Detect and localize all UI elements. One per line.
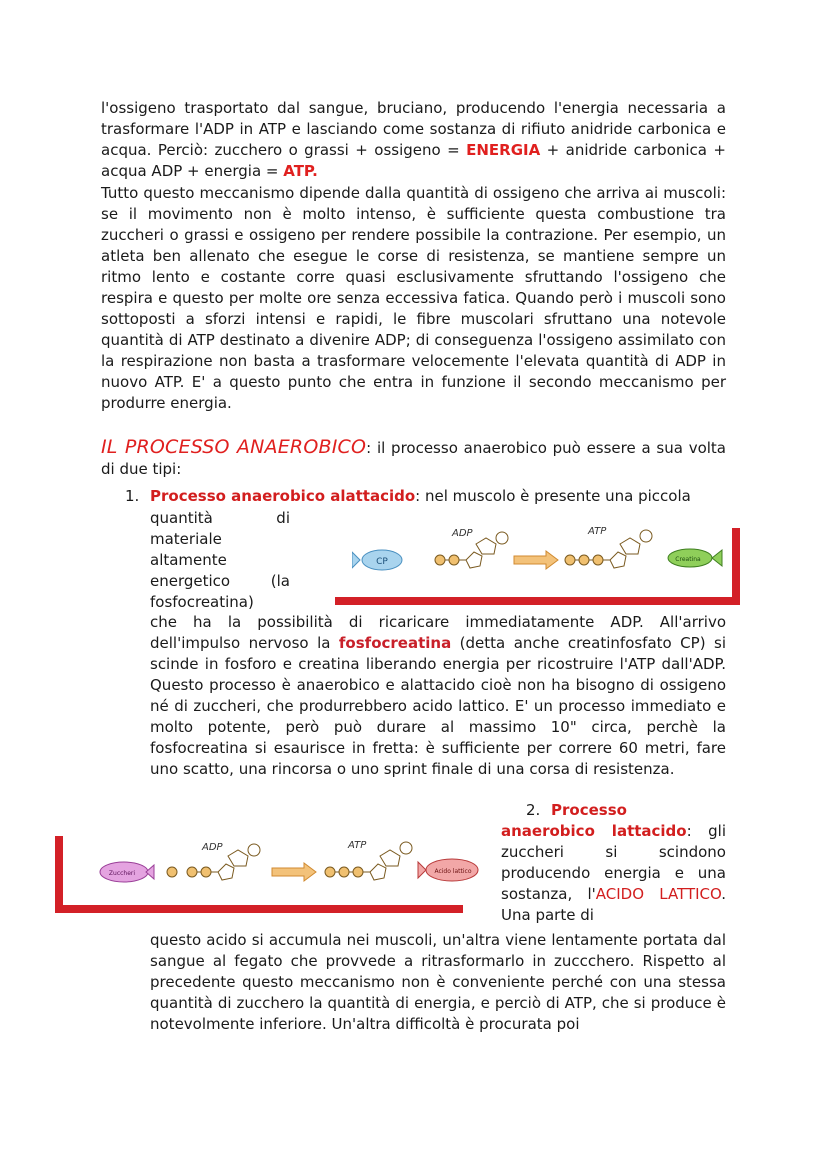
p1-text-b: + anidride carbonica + acqua ADP + energia = — [101, 141, 726, 180]
wrap-word-d: (la — [270, 572, 290, 590]
atp-label: ATP — [588, 526, 607, 537]
atp-molecule-icon — [325, 842, 412, 880]
adp-label: ADP — [202, 842, 223, 853]
list-number-2: 2. — [526, 801, 541, 819]
item-1-body — [150, 612, 726, 780]
wrap-line-1 — [150, 508, 290, 529]
wrap-line-4 — [150, 571, 290, 592]
atp-label: ATP — [348, 840, 367, 851]
wrap-word-a: quantità — [150, 509, 213, 527]
wrap-line-5: fosfocreatina) — [150, 593, 254, 611]
creatina-shape — [668, 549, 722, 567]
cp-shape — [352, 550, 402, 570]
phosphate-icon — [167, 867, 177, 877]
paragraph-oxygen-mechanism: Tutto questo meccanismo dipende dalla quantità di ossigeno che arriva ai muscoli: se il movimento non è molto intenso, è sufficiente questa combustione tra zuccheri o grassi e ossigeno per rendere possibile la contrazione. Per esempio, un atleta ben allenato che esegue le corse di resistenza, se mantiene sempre un ritmo lento e costante corre quasi esclusivamente sfruttando l'ossigeno che respira e questo per molte ore senza eccessiva fatica. Quando però i muscoli sono sottoposti a sforzi intensi e rapidi, le fibre muscolari sfruttano una notevole quantità di ATP destinato a divenire ADP; di conseguenza l'ossigeno assimilato con la respirazione non basta a trasformare velocemente l'elevata quantità di ADP in nuovo ATP. E' a questo punto che entra in funzione il secondo meccanismo per produrre energia. — [101, 184, 726, 412]
adp-molecule-icon — [187, 844, 260, 880]
arrow-icon — [514, 551, 558, 569]
diagram-2-bottom-bar — [55, 905, 463, 913]
zuccheri-label: Zuccheri — [108, 870, 136, 877]
acido-lattico-label: Acido lattico — [434, 868, 472, 875]
wrap-word-c: energetico — [150, 572, 231, 590]
item-1-wrapped-text — [150, 508, 300, 613]
item-1-body-b: (detta anche creatinfosfato CP) si scinde in fosforo e creatina liberando energia per ricostruire l'ATP dall'ADP. Questo processo è anaerobico e alattacido cioè non ha bisogno di ossigeno né di zuccheri, che produrrebbero acido lattico. E' un processo immediato e molto potente, però può durare al massimo 10" circa, perchè la fosfocreatina si esaurisce in fretta: è sufficiente per correre 60 metri, fare uno scatto, una rincorsa o uno sprint finale di una corsa di resistenza. — [150, 634, 727, 778]
item-1-title: Processo anaerobico alattacido — [150, 487, 416, 505]
diagram-2-lattacido — [96, 832, 486, 902]
paragraph-aerobic-reaction — [101, 98, 726, 182]
item-1-intro-text: : nel muscolo è presente una piccola — [415, 487, 691, 505]
item-2-intro-text: : gli zuccheri si scindono producendo energia e una sostanza, l' — [501, 822, 726, 903]
list-number-1: 1. — [125, 487, 140, 505]
item-2-title: Processo anaerobico lattacido — [501, 801, 687, 840]
section-heading-anaerobic — [101, 437, 726, 480]
p1-text-a: l'ossigeno trasportato dal sangue, bruciano, producendo l'energia necessaria a trasformare l'ADP in ATP e lasciando come sostanza di rifiuto anidride carbonica e acqua. Perciò: zucchero o grassi + ossigeno = — [101, 99, 726, 159]
atp-highlight: ATP. — [283, 162, 318, 180]
wrap-word-b: di — [276, 509, 290, 527]
wrap-line-2: materiale — [150, 530, 222, 548]
zuccheri-shape — [100, 862, 154, 882]
acido-lattico-highlight: ACIDO LATTICO — [595, 885, 722, 903]
creatina-label: Creatina — [675, 556, 701, 563]
acido-lattico-shape — [418, 859, 478, 881]
cp-label: CP — [376, 557, 388, 567]
item-2-intro-tail: . Una parte di — [501, 885, 726, 924]
fosfocreatina-highlight: fosfocreatina — [338, 634, 452, 652]
diagram-2-side-bar — [55, 836, 63, 913]
item-1-intro — [150, 486, 726, 507]
section-title: IL PROCESSO ANAEROBICO — [101, 436, 367, 458]
item-2-body: questo acido si accumula nei muscoli, un'altra viene lentamente portata dal sangue al fegato che provvede a ritrasformarlo in zuccchero. Rispetto al precedente questo meccanismo non è conveniente perché con una stessa quantità di zucchero la quantità di energia, e perciò di ATP, che si produce è notevolmente inferiore. Un'altra difficoltà è procurata poi — [150, 931, 726, 1033]
atp-molecule-icon — [565, 530, 652, 568]
diagram-1-alattacido — [352, 518, 727, 590]
wrap-line-3: altamente — [150, 551, 227, 569]
section-intro: : il processo anaerobico può essere a sua volta di due tipi: — [101, 439, 726, 478]
energia-highlight: ENERGIA — [466, 141, 541, 159]
item-1-body-a: che ha la possibilità di ricaricare immediatamente ADP. All'arrivo dell'impulso nervoso la — [150, 613, 726, 652]
arrow-icon — [272, 863, 316, 881]
diagram-1-bottom-bar — [335, 597, 740, 605]
diagram-1-side-bar — [732, 528, 740, 605]
adp-label: ADP — [452, 528, 473, 539]
